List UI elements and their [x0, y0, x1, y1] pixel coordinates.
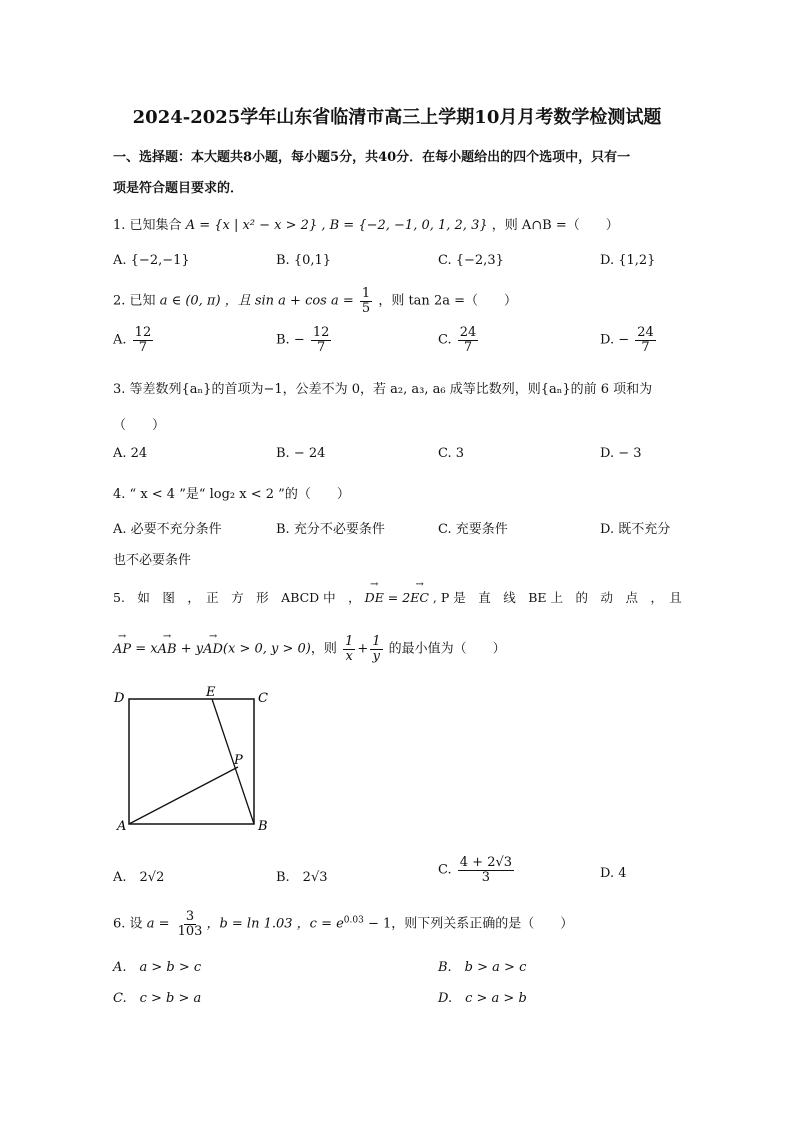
q5-vector-ab: → AB	[158, 642, 177, 657]
q5-then: ，则	[310, 641, 337, 657]
q5-eq2: = x	[131, 641, 158, 657]
q2-option-c-num: 24	[459, 325, 477, 340]
question-5-stem-line2	[113, 635, 506, 663]
q2-ask: ，则 tan 2a =（ ）	[378, 293, 517, 309]
q2-condition: a ∈ (0, π)	[159, 293, 221, 309]
q1-option-c: C. {−2,3}	[438, 253, 504, 268]
q6-option-d: D. c > a > b	[438, 991, 527, 1006]
q4-option-b: B. 充分不必要条件	[276, 522, 385, 537]
q5-eq: = 2	[383, 590, 411, 605]
q5-option-c-den: 3	[481, 869, 491, 885]
q6-a-den: 103	[177, 923, 203, 939]
q2-option-b	[276, 326, 333, 354]
q2-option-a-label: A.	[113, 332, 127, 348]
q6-exponent: 0.03	[343, 915, 364, 926]
q5-frac-2-den: y	[372, 648, 381, 664]
q6-rest2: − 1，则下列关系正确的是（ ）	[363, 916, 574, 932]
q4-option-d-cont: 也不必要条件	[113, 553, 192, 568]
q2-option-a-den: 7	[138, 339, 148, 355]
q6-a-num: 3	[185, 909, 195, 924]
question-3-stem-cont: （ ）	[113, 418, 166, 433]
q2-option-c-label: C.	[438, 332, 452, 348]
question-5-stem-line1	[113, 588, 682, 606]
q5-line1-b: , P 是 直 线 BE 上 的 动 点 ， 且	[432, 590, 682, 605]
q4-option-d: D. 既不充分	[600, 522, 671, 537]
q5-line1-a: 5. 如 图 ， 正 方 形 ABCD 中 ，	[113, 590, 361, 605]
q5-option-d: D. 4	[600, 866, 627, 881]
q5-vector-ap: → AP	[113, 642, 131, 657]
q3-option-d: D. − 3	[600, 446, 642, 461]
square-figure	[110, 682, 280, 834]
q6-option-b: B. b > a > c	[438, 960, 527, 975]
q4-option-a: A. 必要不充分条件	[113, 522, 222, 537]
label-d: D	[114, 691, 125, 706]
q2-prefix: 2. 已知	[113, 293, 156, 309]
q5-option-c-label: C.	[438, 862, 452, 878]
q6-prefix: 6. 设	[113, 916, 143, 932]
page-title: 2024-2025学年山东省临清市高三上学期10月月考数学检测试题	[132, 107, 662, 128]
q3-option-b: B. − 24	[276, 446, 326, 461]
q2-option-b-frac	[311, 326, 332, 354]
q2-option-c-frac	[458, 326, 479, 354]
q6-a-eq: a =	[146, 916, 170, 932]
q1-option-b: B. {0,1}	[276, 253, 332, 268]
q2-option-d-label: D.	[600, 332, 615, 348]
q5-vector-ec: → EC	[410, 590, 429, 605]
q1-set-a: A = {x | x² − x > 2}	[185, 218, 318, 233]
q5-option-a: A. 2√2	[113, 870, 165, 885]
q2-option-a-frac	[133, 326, 154, 354]
q5-option-c	[438, 856, 516, 884]
q2-mid: ，且 sin a + cos a =	[224, 293, 354, 309]
question-6-stem	[113, 910, 573, 938]
q5-frac-2-num: 1	[372, 634, 381, 649]
q2-option-c-den: 7	[463, 339, 473, 355]
q5-ask: 的最小值为（ ）	[388, 641, 506, 657]
q1-option-a: A. {−2,−1}	[113, 253, 190, 268]
q2-fraction	[360, 287, 372, 315]
label-b: B	[258, 819, 268, 834]
q2-option-b-sign: −	[293, 332, 305, 348]
q6-a-frac	[176, 910, 205, 938]
q6-option-a: A. a > b > c	[113, 960, 202, 975]
q2-option-d	[600, 326, 658, 354]
q1-ask: ，则 A∩B =（ ）	[491, 218, 619, 233]
q6-option-c: C. c > b > a	[113, 991, 202, 1006]
q1-prefix: 1. 已知集合	[113, 218, 182, 233]
q4-option-c: C. 充要条件	[438, 522, 508, 537]
q5-vector-ad: → AD	[203, 642, 223, 657]
question-3-stem: 3. 等差数列{aₙ}的首项为−1，公差不为 0，若 a₂, a₃, a₆ 成等比数列，则{aₙ}的前 6 项和为	[113, 382, 653, 397]
line-be	[212, 699, 254, 824]
q5-option-c-num: 4 + 2√3	[459, 855, 513, 870]
q2-option-d-sign: −	[618, 332, 630, 348]
q5-vector-de: → DE	[365, 590, 384, 605]
question-4-stem: 4. “ x < 4 ”是“ log₂ x < 2 ”的（ ）	[113, 487, 350, 502]
label-c: C	[258, 691, 268, 706]
q2-option-d-den: 7	[641, 339, 650, 355]
q5-frac-1-den: x	[345, 648, 353, 664]
q2-option-d-frac	[635, 326, 656, 354]
question-1-stem	[113, 214, 619, 233]
q2-option-b-den: 7	[317, 339, 326, 355]
q5-option-c-frac	[458, 856, 514, 884]
q5-frac-1	[343, 635, 355, 663]
q5-condition: (x > 0, y > 0)	[222, 641, 311, 657]
q5-frac-1-num: 1	[345, 634, 354, 649]
q2-frac-num: 1	[361, 286, 371, 301]
q1-option-d: D. {1,2}	[600, 253, 656, 268]
q6-rest: ，b = ln 1.03 ，c = e	[206, 916, 344, 932]
q2-option-b-label: B.	[276, 332, 290, 348]
section-heading-line2: 项是符合题目要求的．	[113, 181, 244, 196]
q2-option-a	[113, 326, 155, 354]
section-heading-line1: 一、选择题：本大题共8小题，每小题5分，共40分．在每小题给出的四个选项中，只有一	[113, 150, 631, 165]
q3-option-a: A. 24	[113, 446, 148, 461]
label-a: A	[117, 819, 127, 834]
q5-option-b: B. 2√3	[276, 870, 328, 885]
q5-frac-2	[370, 635, 382, 663]
q5-plus: + y	[176, 641, 204, 657]
q2-option-c	[438, 326, 480, 354]
label-e: E	[206, 685, 216, 700]
q2-frac-den: 5	[361, 300, 371, 316]
line-ap	[129, 767, 238, 824]
q1-set-b: , B = {−2, −1, 0, 1, 2, 3}	[321, 218, 488, 233]
q2-option-b-num: 12	[312, 325, 330, 340]
q2-option-d-num: 24	[637, 325, 654, 340]
q5-plus2: +	[357, 641, 369, 657]
q2-option-a-num: 12	[134, 325, 152, 340]
question-2-stem	[113, 287, 517, 315]
q3-option-c: C. 3	[438, 446, 465, 461]
label-p: P	[234, 753, 243, 768]
